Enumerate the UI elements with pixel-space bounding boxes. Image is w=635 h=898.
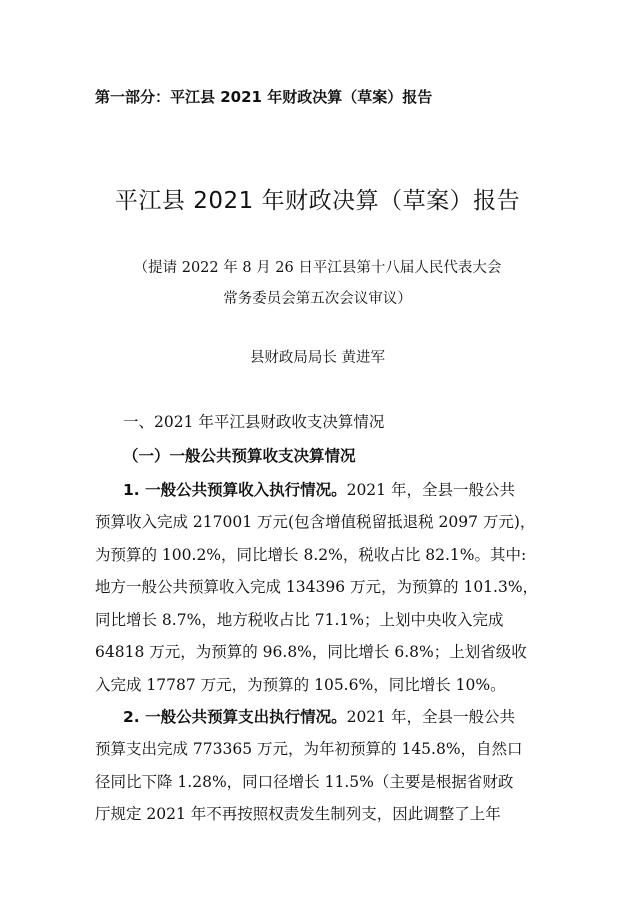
paragraph-1-lead: 1. 一般公共预算收入执行情况。	[123, 481, 347, 499]
paragraph-1-first-line	[123, 478, 515, 500]
author-line: 县财政局局长 黄进军	[249, 350, 386, 366]
subsection-heading: （一）一般公共预算收支决算情况	[123, 447, 356, 465]
section-heading: 一、2021 年平江县财政收支决算情况	[123, 413, 385, 431]
paragraph-line: 为预算的 100.2%，同比增长 8.2%，税收占比 82.1%。其中:	[95, 546, 527, 564]
paragraph-2-first-line	[123, 705, 515, 727]
paragraph-line: 预算支出完成 773365 万元，为年初预算的 145.8%，自然口	[95, 740, 523, 758]
paragraph-2-first-text: 2021 年，全县一般公共	[346, 708, 515, 726]
paragraph-line: 64818 万元，为预算的 96.8%，同比增长 6.8%；上划省级收	[95, 643, 527, 661]
paragraph-line: 入完成 17787 万元，为预算的 105.6%，同比增长 10%。	[95, 676, 506, 694]
paragraph-line: 地方一般公共预算收入完成 134396 万元，为预算的 101.3%，	[95, 578, 539, 596]
paragraph-line: 厅规定 2021 年不再按照权责发生制列支，因此调整了上年	[95, 805, 501, 823]
subtitle-line-1: （提请 2022 年 8 月 26 日平江县第十八届人民代表大会	[133, 260, 502, 276]
paragraph-line: 同比增长 8.7%，地方税收占比 71.1%；上划中央收入完成	[95, 611, 504, 629]
paragraph-line: 预算收入完成 217001 万元(包含增值税留抵退税 2097 万元)，	[95, 513, 536, 531]
paragraph-2-lead: 2. 一般公共预算支出执行情况。	[123, 708, 347, 726]
report-title: 平江县 2021 年财政决算（草案）报告	[114, 188, 521, 214]
paragraph-line: 径同比下降 1.28%，同口径增长 11.5%（主要是根据省财政	[95, 773, 514, 791]
part-heading: 第一部分：平江县 2021 年财政决算（草案）报告	[95, 88, 433, 106]
subtitle-line-2: 常务委员会第五次会议审议）	[223, 291, 412, 307]
paragraph-1-first-text: 2021 年，全县一般公共	[346, 481, 515, 499]
